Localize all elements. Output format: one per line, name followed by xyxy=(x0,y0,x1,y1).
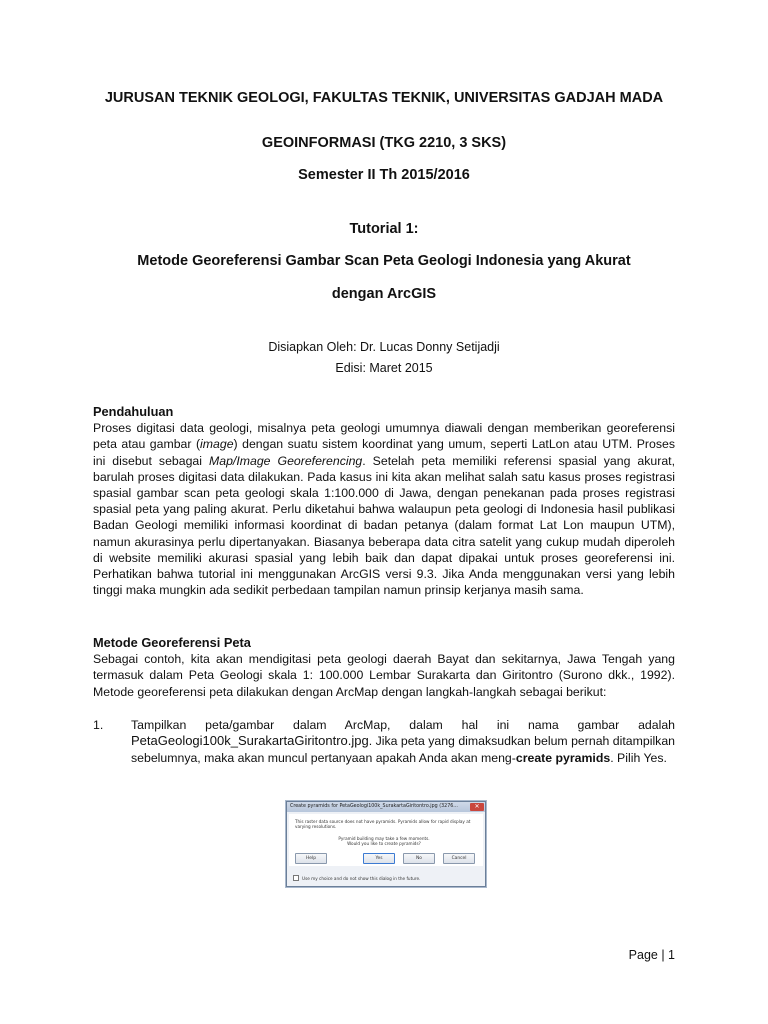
author-line: Disiapkan Oleh: Dr. Lucas Donny Setijadji xyxy=(268,340,500,354)
header-course: GEOINFORMASI (TKG 2210, 3 SKS) xyxy=(261,135,507,151)
checkbox-label: Use my choice and do not show this dialog in the future. xyxy=(302,875,421,881)
list-body: Tampilkan peta/gambar dalam ArcMap, dalam hal ini nama gambar adalah PetaGeologi100k_SurakartaGiritontro.jpg. Jika peta yang dimaksudkan belum pernah ditampilkan sebelumnya, maka akan muncul pertanyaan apakah Anda akan meng-create pyramids. Pilih Yes. xyxy=(131,718,675,765)
document-title-line1: Metode Georeferensi Gambar Scan Peta Geologi Indonesia yang Akurat xyxy=(137,253,631,269)
create-pyramids-dialog-screenshot xyxy=(286,801,486,887)
list-number: 1. xyxy=(93,718,104,732)
close-icon: ✕ xyxy=(470,803,484,811)
yes-button: Yes xyxy=(363,853,395,864)
edition-line: Edisi: Maret 2015 xyxy=(335,361,433,375)
section-paragraph: Proses digitasi data geologi, misalnya peta geologi umumnya diawali dengan memberikan georeferensi peta atau gambar (image) dengan suatu sistem koordinat yang umum, seperti LatLon atau UTM. Proses ini disebut sebagai Map/Image Georeferencing. Setelah peta memiliki referensi spasial yang akurat, barulah proses digitasi data dilakukan. Pada kasus ini kita akan melihat salah satu kasus proses registrasi spasial gambar scan peta geologi skala 1:100.000 di Jawa, dengan penekanan pada proses registrasi spasial peta yang paling akurat. Perlu diketahui bahwa walaupun peta geologi di Indonesia hasil publikasi Badan Geologi memiliki informasi koordinat di badan petanya (dalam format Lat Lon maupun UTM), namun akurasinya perlu dipertanyakan. Biasanya beberapa data citra satelit yang cukup mudah diperoleh di website memiliki akurasi spasial yang lebih baik dan dapat dipakai untuk proses georeferensi ini. Perhatikan bahwa tutorial ini menggunakan ArcGIS versi 9.3. Jika Anda menggunakan versi yang lebih tinggi maka mungkin ada sedikit perbedaan tampilan namun prinsip kerjanya masih sama. xyxy=(93,421,675,598)
dialog-title: Create pyramids for PetaGeologi100k_SurakartaGiritontro.jpg (3276... xyxy=(290,804,458,809)
help-button: Help xyxy=(295,853,327,864)
steps-list xyxy=(93,717,675,766)
section-metode xyxy=(93,635,675,700)
dialog-checkbox-row xyxy=(293,875,420,881)
document-title-line2: dengan ArcGIS xyxy=(331,286,437,302)
cancel-button: Cancel xyxy=(443,853,475,864)
dialog-message: This raster data source does not have pyramids. Pyramids allow for rapid display at varying resolutions. xyxy=(295,819,471,829)
section-title: Pendahuluan xyxy=(93,404,174,419)
dialog-body xyxy=(289,814,483,866)
dialog-question: Pyramid building may take a few moments. Would you like to create pyramids? xyxy=(338,836,430,846)
section-paragraph: Sebagai contoh, kita akan mendigitasi peta geologi daerah Bayat dan sekitarnya, Jawa Tengah yang termasuk dalam Peta Geologi skala 1: 100.000 Lembar Surakarta dan Giritontro (Surono dkk., 1992). Metode georeferensi peta dilakukan dengan ArcMap dengan langkah-langkah sebagai berikut: xyxy=(93,652,675,699)
list-item xyxy=(93,717,675,766)
header-institution: JURUSAN TEKNIK GEOLOGI, FAKULTAS TEKNIK, UNIVERSITAS GADJAH MADA xyxy=(104,90,664,106)
page-number: Page | 1 xyxy=(628,948,675,962)
header-semester: Semester II Th 2015/2016 xyxy=(298,167,470,183)
checkbox-icon xyxy=(293,875,299,881)
section-title: Metode Georeferensi Peta xyxy=(93,635,251,650)
tutorial-label: Tutorial 1: xyxy=(349,221,419,237)
section-pendahuluan xyxy=(93,404,675,598)
dialog-title-bar xyxy=(287,802,485,812)
no-button: No xyxy=(403,853,435,864)
